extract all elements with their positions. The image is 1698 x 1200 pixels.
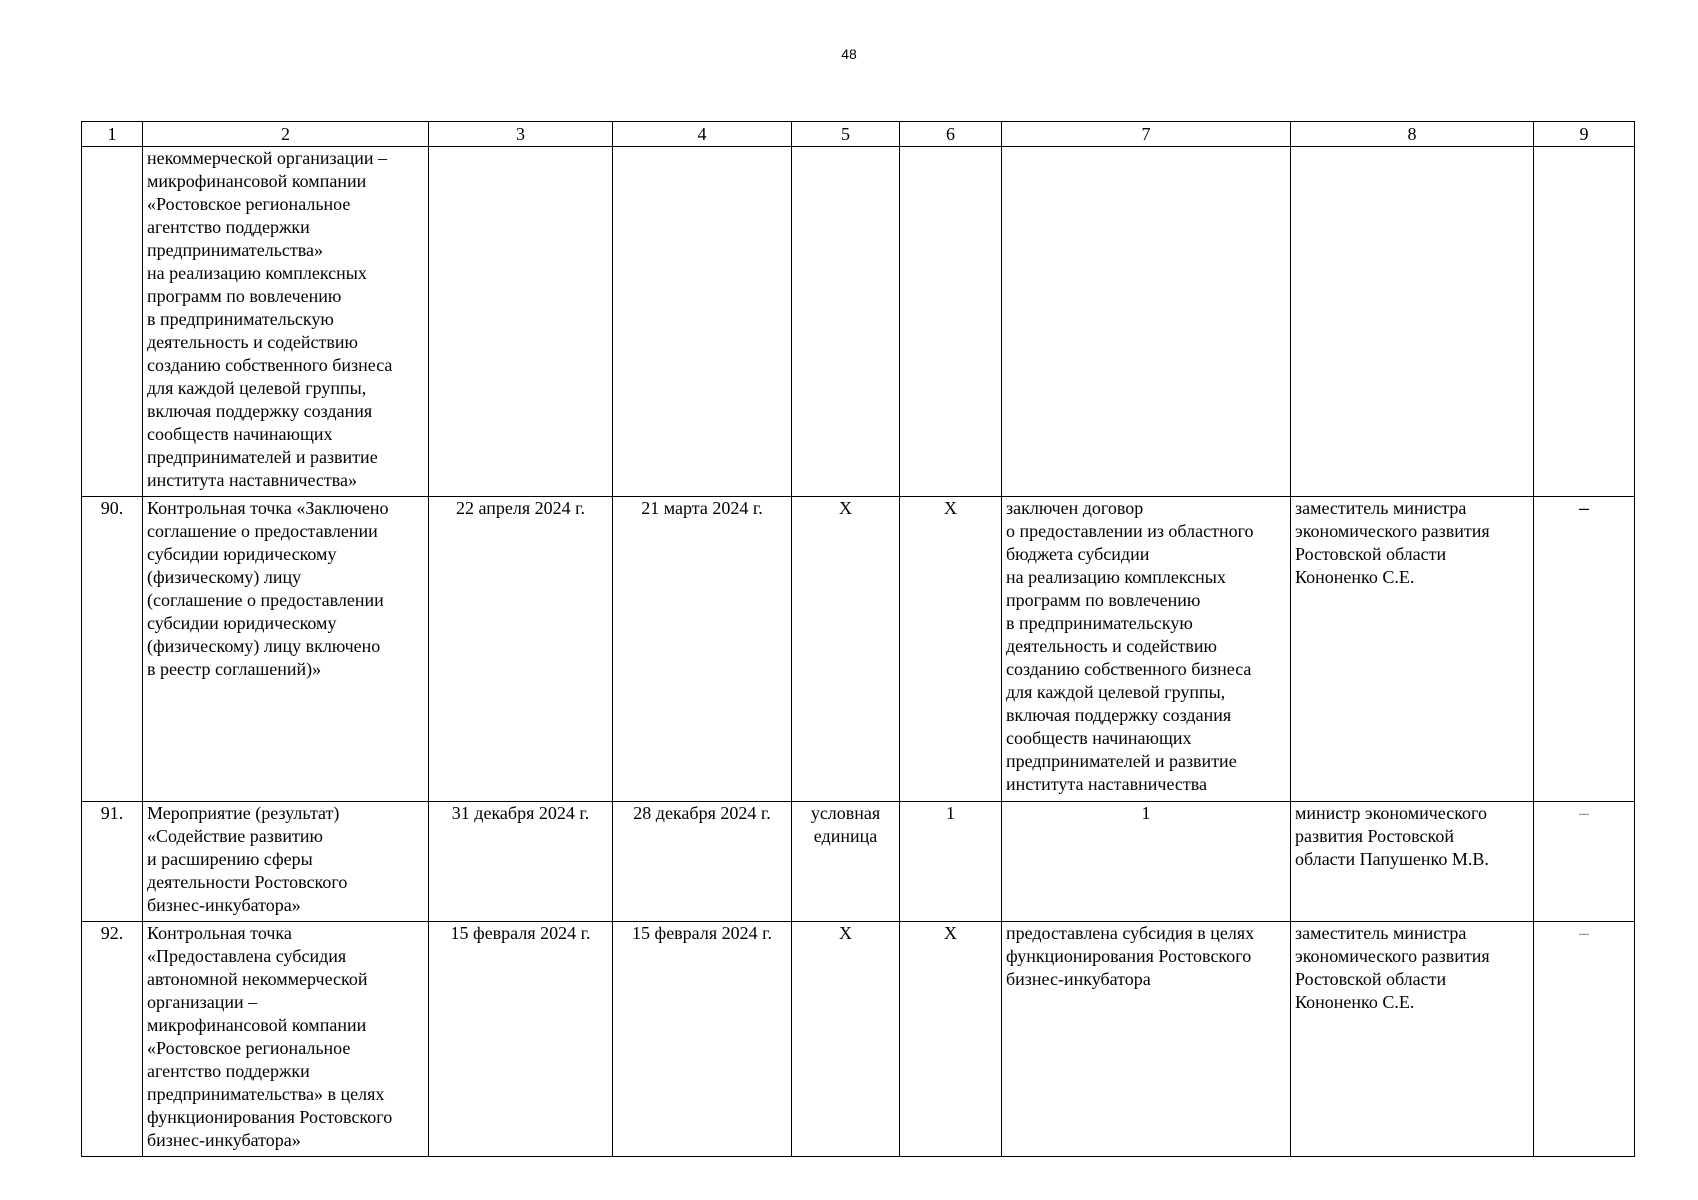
row-note: – [1534, 802, 1635, 922]
row-note: – [1534, 497, 1635, 802]
header-cell: 3 [429, 122, 613, 147]
row-actual-date: 15 февраля 2024 г. [613, 922, 792, 1157]
header-cell: 2 [143, 122, 429, 147]
header-cell: 7 [1002, 122, 1291, 147]
header-cell: 6 [900, 122, 1002, 147]
plan-table [81, 121, 1635, 1157]
row-plan-value [900, 147, 1002, 497]
row-result: предоставлена субсидия в целях функционирования Ростовского бизнес-инкубатора [1002, 922, 1291, 1157]
row-plan-value: X [900, 497, 1002, 802]
header-cell: 9 [1534, 122, 1635, 147]
row-plan-date: 31 декабря 2024 г. [429, 802, 613, 922]
header-cell: 5 [792, 122, 900, 147]
row-responsible: министр экономического развития Ростовской области Папушенко М.В. [1291, 802, 1534, 922]
row-name: некоммерческой организации – микрофинансовой компании «Ростовское региональное агентство поддержки предпринимательства» на реализацию комплексных программ по вовлечению в предпринимательскую деятельность и содействию созданию собственного бизнеса для каждой целевой группы, включая поддержку создания сообществ начинающих предпринимателей и развитие института наставничества» [143, 147, 429, 497]
row-note [1534, 147, 1635, 497]
row-actual-date [613, 147, 792, 497]
row-number: 92. [82, 922, 143, 1157]
header-row [82, 122, 1635, 147]
row-number: 90. [82, 497, 143, 802]
row-result: заключен договор о предоставлении из областного бюджета субсидии на реализацию комплексных программ по вовлечению в предпринимательскую деятельность и содействию созданию собственного бизнеса для каждой целевой группы, включая поддержку создания сообществ начинающих предпринимателей и развитие института наставничества [1002, 497, 1291, 802]
row-name: Мероприятие (результат) «Содействие развитию и расширению сферы деятельности Ростовского бизнес-инкубатора» [143, 802, 429, 922]
row-actual-date: 21 марта 2024 г. [613, 497, 792, 802]
row-responsible: заместитель министра экономического развития Ростовской области Кононенко С.Е. [1291, 497, 1534, 802]
row-note: – [1534, 922, 1635, 1157]
row-number [82, 147, 143, 497]
table-row [82, 497, 1635, 802]
row-result [1002, 147, 1291, 497]
row-unit [792, 147, 900, 497]
row-unit: условная единица [792, 802, 900, 922]
row-name: Контрольная точка «Заключено соглашение о предоставлении субсидии юридическому (физическому) лицу (соглашение о предоставлении субсидии юридическому (физическому) лицу включено в реестр соглашений)» [143, 497, 429, 802]
header-cell: 8 [1291, 122, 1534, 147]
row-name: Контрольная точка «Предоставлена субсидия автономной некоммерческой организации – микрофинансовой компании «Ростовское региональное агентство поддержки предпринимательства» в целях функционирования Ростовского бизнес-инкубатора» [143, 922, 429, 1157]
header-cell: 4 [613, 122, 792, 147]
row-plan-value: X [900, 922, 1002, 1157]
row-responsible: заместитель министра экономического развития Ростовской области Кононенко С.Е. [1291, 922, 1534, 1157]
row-plan-date [429, 147, 613, 497]
table-row [82, 147, 1635, 497]
row-plan-value: 1 [900, 802, 1002, 922]
table-row [82, 922, 1635, 1157]
row-number: 91. [82, 802, 143, 922]
row-plan-date: 22 апреля 2024 г. [429, 497, 613, 802]
page-number: 48 [841, 46, 857, 62]
row-responsible [1291, 147, 1534, 497]
row-actual-date: 28 декабря 2024 г. [613, 802, 792, 922]
table-row [82, 802, 1635, 922]
header-cell: 1 [82, 122, 143, 147]
row-result: 1 [1002, 802, 1291, 922]
row-unit: X [792, 497, 900, 802]
row-unit: X [792, 922, 900, 1157]
row-plan-date: 15 февраля 2024 г. [429, 922, 613, 1157]
